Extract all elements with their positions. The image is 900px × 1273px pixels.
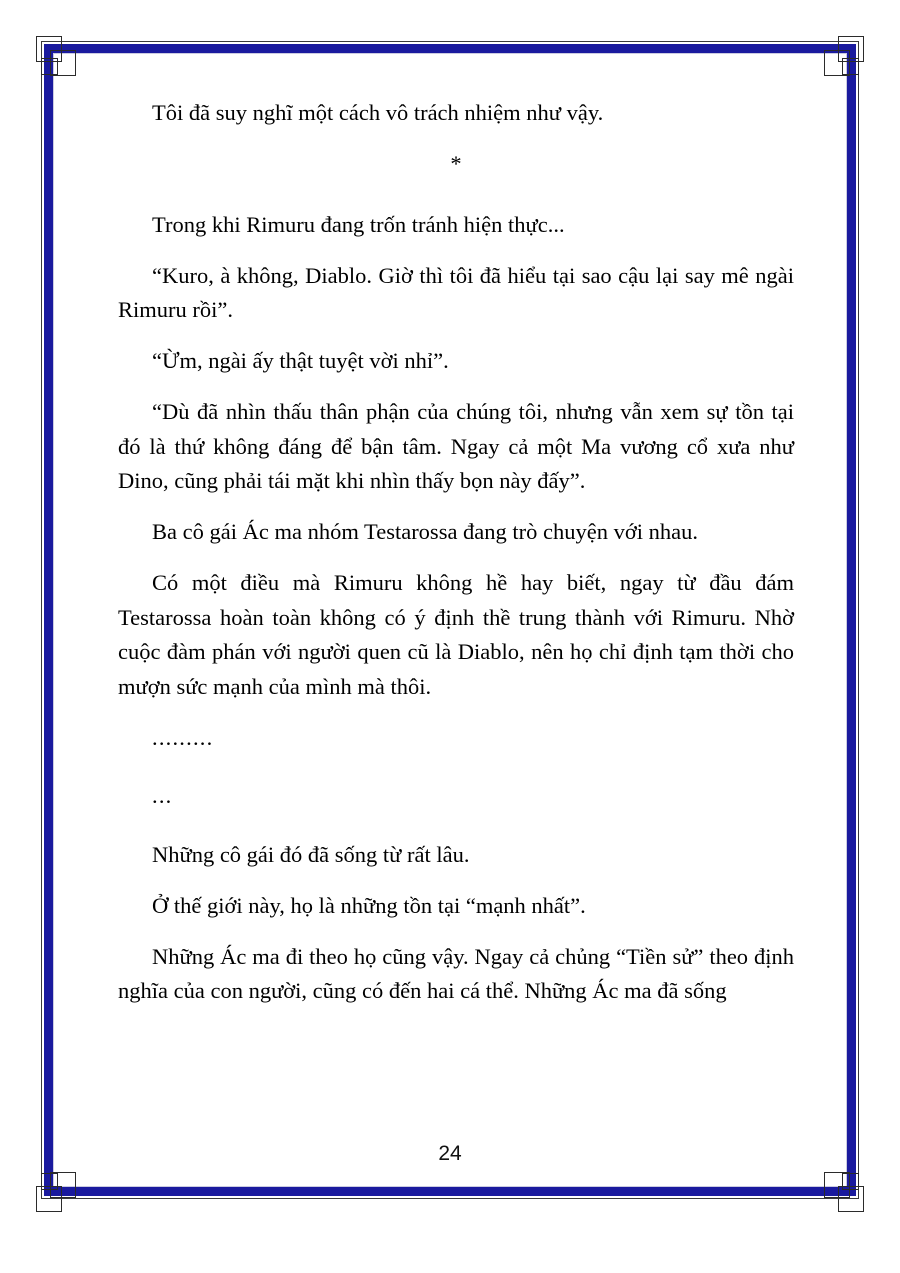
corner-ornament-top-left bbox=[36, 36, 90, 90]
ellipsis-line-long: ......... bbox=[152, 724, 214, 750]
page-number: 24 bbox=[438, 1142, 462, 1165]
paragraph: Ba cô gái Ác ma nhóm Testarossa đang trò chuyện với nhau. bbox=[152, 519, 699, 544]
paragraph: Trong khi Rimuru đang trốn tránh hiện thực... bbox=[152, 211, 565, 237]
paragraph: “Ừm, ngài ấy thật tuyệt vời nhỉ”. bbox=[152, 348, 449, 373]
corner-ornament-bottom-right bbox=[810, 1158, 864, 1212]
paragraph: “Kuro, à không, Diablo. Giờ thì tôi đã hiểu tại sao cậu lại say mê ngài Rimuru rồi”. bbox=[118, 262, 794, 322]
section-break-asterisk: * bbox=[450, 151, 462, 176]
paragraph: Những Ác ma đi theo họ cũng vậy. Ngay cả chủng “Tiền sử” theo định nghĩa của con người, cũng có đến hai cá thể. Những Ác ma đã sống bbox=[118, 943, 794, 1003]
corner-ornament-bottom-left bbox=[36, 1158, 90, 1212]
paragraph: Những cô gái đó đã sống từ rất lâu. bbox=[152, 841, 470, 867]
page-body-text bbox=[118, 96, 794, 1025]
ellipsis-line-short: ... bbox=[152, 783, 173, 808]
paragraph: Tôi đã suy nghĩ một cách vô trách nhiệm như vậy. bbox=[152, 100, 604, 125]
paragraph: “Dù đã nhìn thấu thân phận của chúng tôi, nhưng vẫn xem sự tồn tại đó là thứ không đáng để bận tâm. Ngay cả một Ma vương cổ xưa như Dino, cũng phải tái mặt khi nhìn thấy bọn này đấy”. bbox=[118, 399, 794, 493]
paragraph: Có một điều mà Rimuru không hề hay biết, ngay từ đầu đám Testarossa hoàn toàn không có ý định thề trung thành với Rimuru. Nhờ cuộc đàm phán với người quen cũ là Diablo, nên họ chỉ định tạm thời cho mượn sức mạnh của mình mà thôi. bbox=[118, 570, 794, 699]
paragraph: Ở thế giới này, họ là những tồn tại “mạnh nhất”. bbox=[152, 892, 586, 918]
corner-ornament-top-right bbox=[810, 36, 864, 90]
